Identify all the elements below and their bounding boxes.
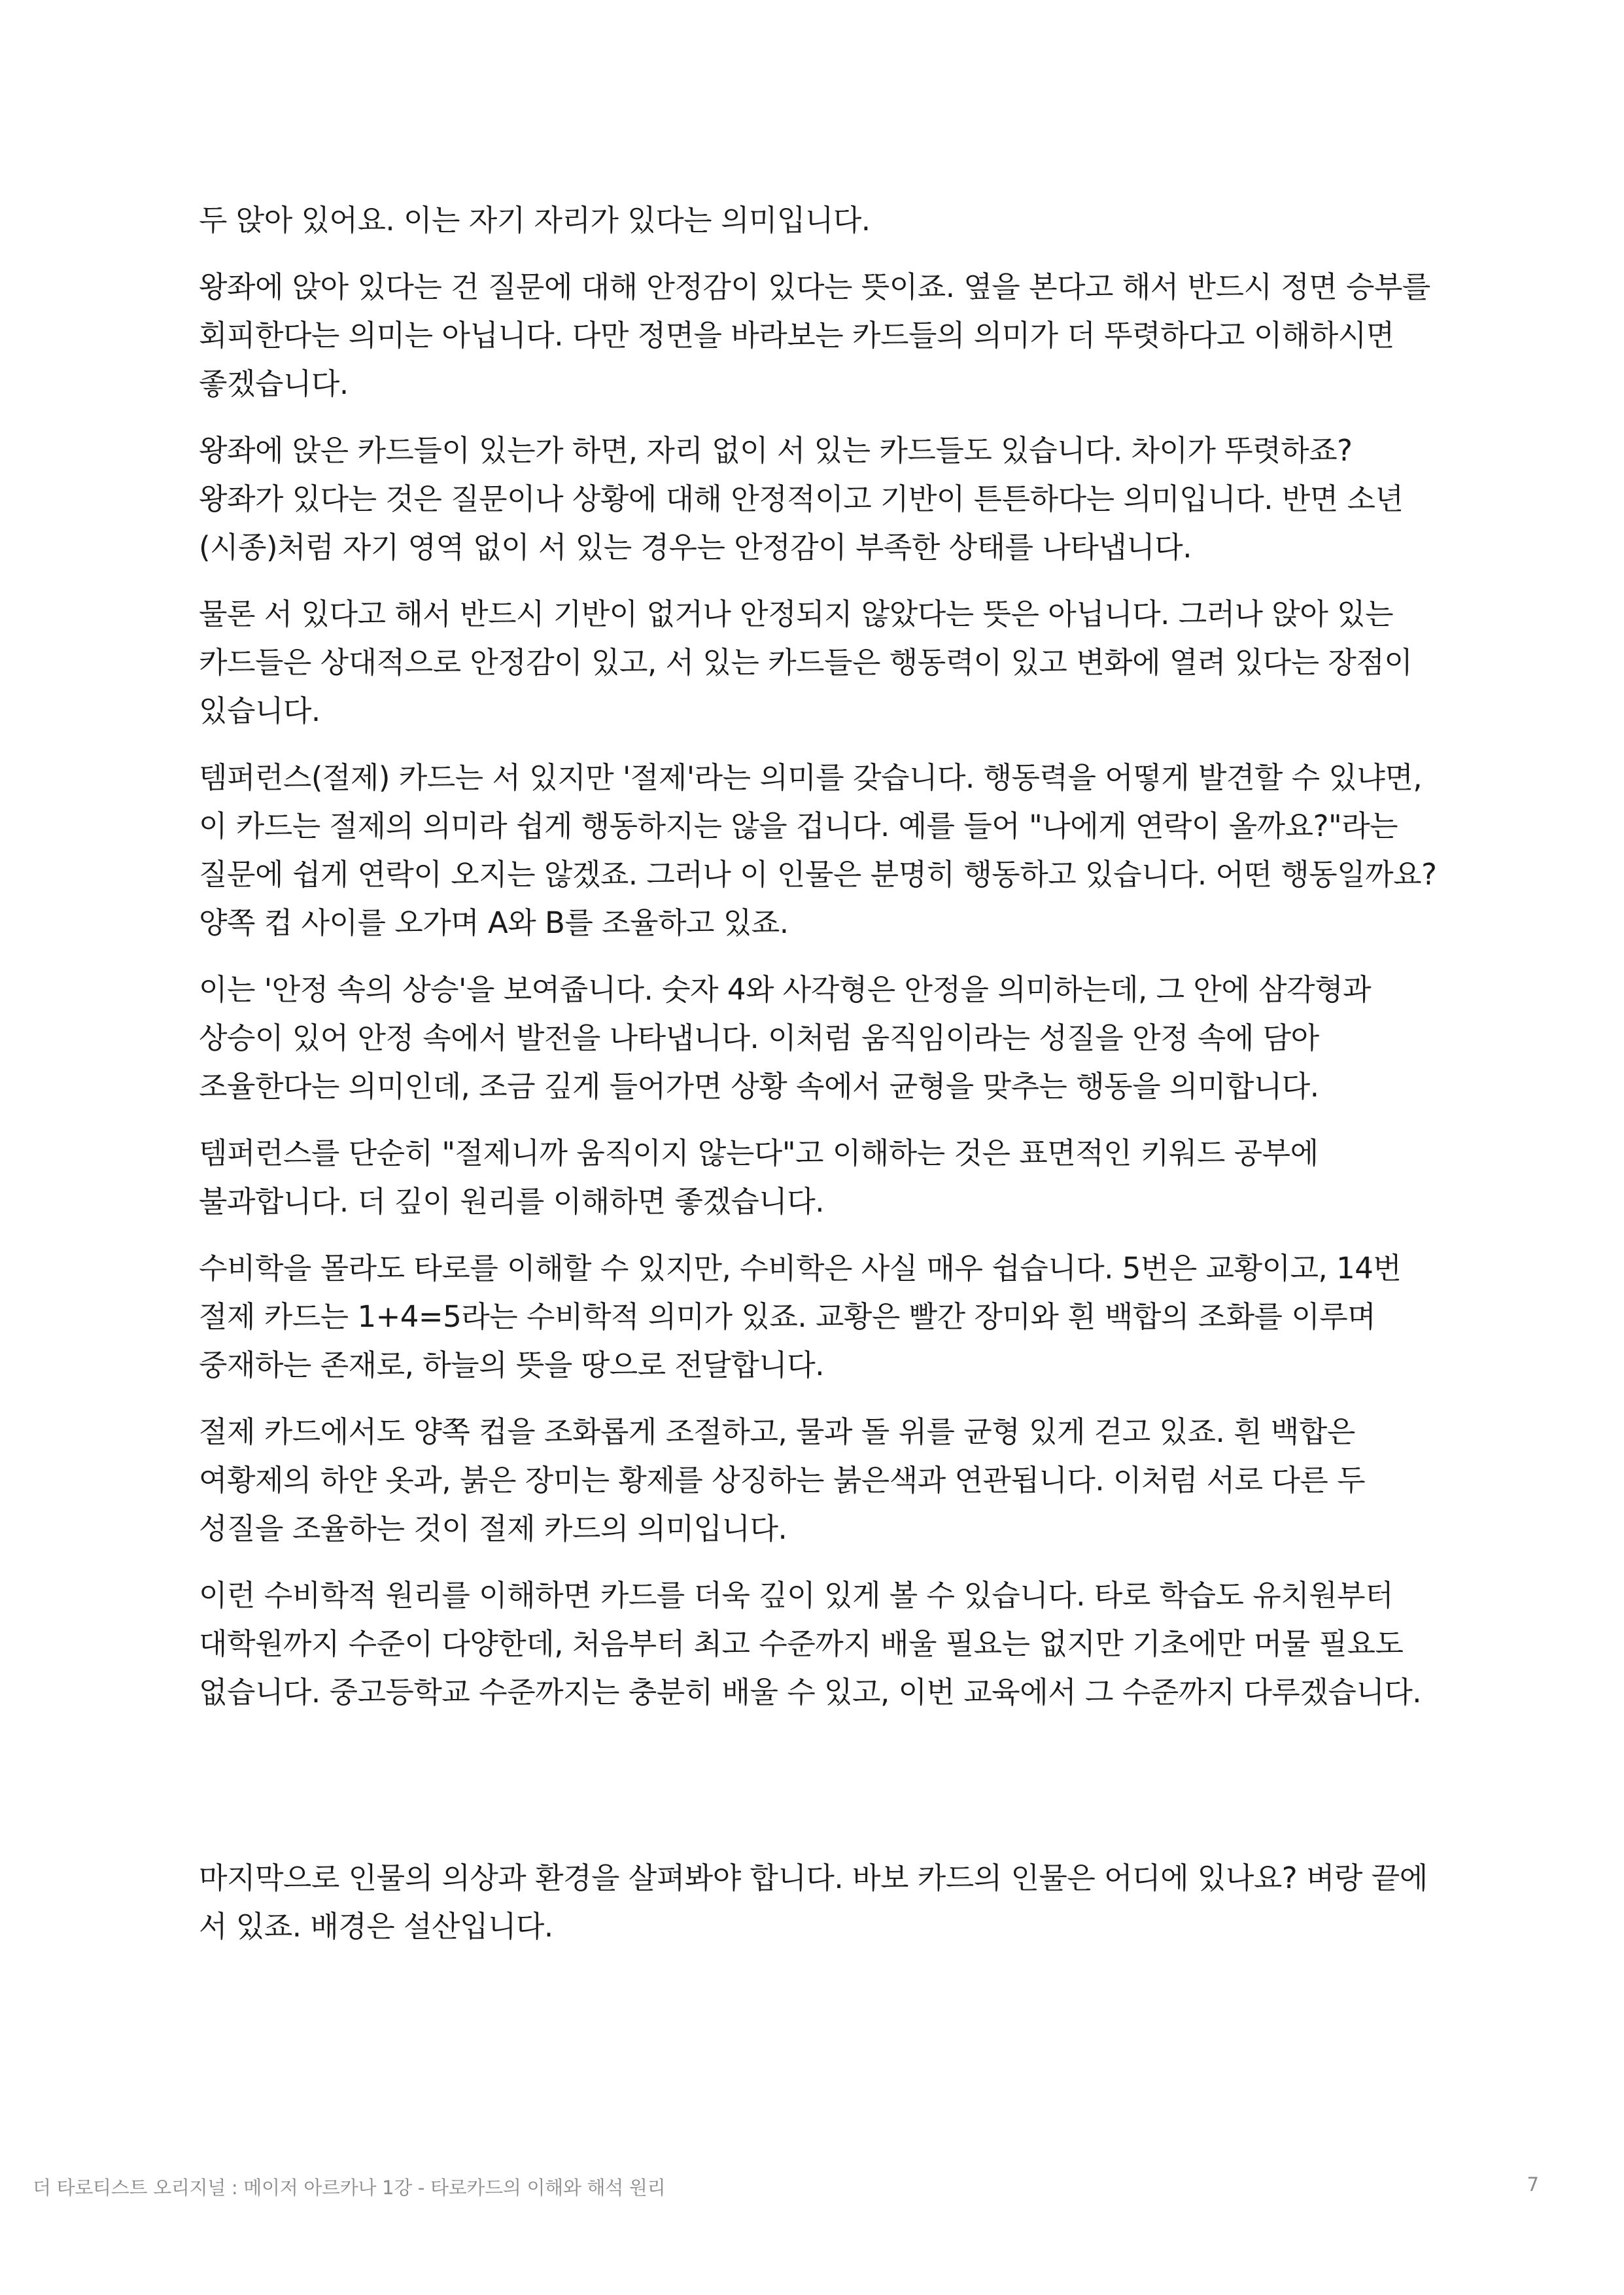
paragraph: 왕좌에 앉아 있다는 건 질문에 대해 안정감이 있다는 뜻이죠. 옆을 본다고 해서 반드시 정면 승부를 회피한다는 의미는 아닙니다. 다만 정면을 바라보는 카드들의 의미가 더 뚜렷하다고 이해하시면 좋겠습니다. (199, 270, 1430, 401)
paragraph: 템퍼런스(절제) 카드는 서 있지만 '절제'라는 의미를 갖습니다. 행동력을 어떻게 발견할 수 있냐면, 이 카드는 절제의 의미라 쉽게 행동하지는 않을 겁니다. 예를 들어 "나에게 연락이 올까요?"라는 질문에 쉽게 연락이 오지는 않겠죠. 그러나 이 인물은 분명히 행동하고 있습니다. 어떤 행동일까요? 양쪽 컵 사이를 오가며 A와 B를 조율하고 있죠. (199, 760, 1437, 940)
footer-document-title: 더 타로티스트 오리지널 : 메이저 아르카나 1강 - 타로카드의 이해와 해석 원리 (33, 2177, 666, 2199)
body-text (199, 196, 1442, 1969)
footer-page-number: 7 (1527, 2173, 1539, 2196)
paragraph: 절제 카드에서도 양쪽 컵을 조화롭게 조절하고, 물과 돌 위를 균형 있게 걷고 있죠. 흰 백합은 여황제의 하얀 옷과, 붉은 장미는 황제를 상징하는 붉은색과 연관됩니다. 이처럼 서로 다른 두 성질을 조율하는 것이 절제 카드의 의미입니다. (199, 1414, 1366, 1546)
paragraph: 템퍼런스를 단순히 "절제니까 움직이지 않는다"고 이해하는 것은 표면적인 키워드 공부에 불과합니다. 더 깊이 원리를 이해하면 좋겠습니다. (199, 1136, 1319, 1219)
paragraph: 물론 서 있다고 해서 반드시 기반이 없거나 안정되지 않았다는 뜻은 아닙니다. 그러나 앉아 있는 카드들은 상대적으로 안정감이 있고, 서 있는 카드들은 행동력이 있고 변화에 열려 있다는 장점이 있습니다. (199, 597, 1413, 728)
paragraph: 수비학을 몰라도 타로를 이해할 수 있지만, 수비학은 사실 매우 쉽습니다. 5번은 교황이고, 14번 절제 카드는 1+4=5라는 수비학적 의미가 있죠. 교황은 빨간 장미와 흰 백합의 조화를 이루며 중재하는 존재로, 하늘의 뜻을 땅으로 전달합니다. (199, 1251, 1402, 1382)
paragraph: 이는 '안정 속의 상승'을 보여줍니다. 숫자 4와 사각형은 안정을 의미하는데, 그 안에 삼각형과 상승이 있어 안정 속에서 발전을 나타냅니다. 이처럼 움직임이라는 성질을 안정 속에 담아 조율한다는 의미인데, 조금 깊게 들어가면 상황 속에서 균형을 맞추는 행동을 의미합니다. (199, 972, 1372, 1104)
paragraph: 왕좌에 앉은 카드들이 있는가 하면, 자리 없이 서 있는 카드들도 있습니다. 차이가 뚜렷하죠? 왕좌가 있다는 것은 질문이나 상황에 대해 안정적이고 기반이 튼튼하다는 의미입니다. 반면 소년(시종)처럼 자기 영역 없이 서 있는 경우는 안정감이 부족한 상태를 나타냅니다. (199, 433, 1404, 565)
paragraph: 이런 수비학적 원리를 이해하면 카드를 더욱 깊이 있게 볼 수 있습니다. 타로 학습도 유치원부터 대학원까지 수준이 다양한데, 처음부터 최고 수준까지 배울 필요는 없지만 기초에만 머물 필요도 없습니다. 중고등학교 수준까지는 충분히 배울 수 있고, 이번 교육에서 그 수준까지 다루겠습니다. (199, 1578, 1422, 1709)
paragraph: 두 앉아 있어요. 이는 자기 자리가 있다는 의미입니다. (199, 203, 871, 237)
paragraph: 마지막으로 인물의 의상과 환경을 살펴봐야 합니다. 바보 카드의 인물은 어디에 있나요? 벼랑 끝에 서 있죠. 배경은 설산입니다. (199, 1861, 1428, 1944)
